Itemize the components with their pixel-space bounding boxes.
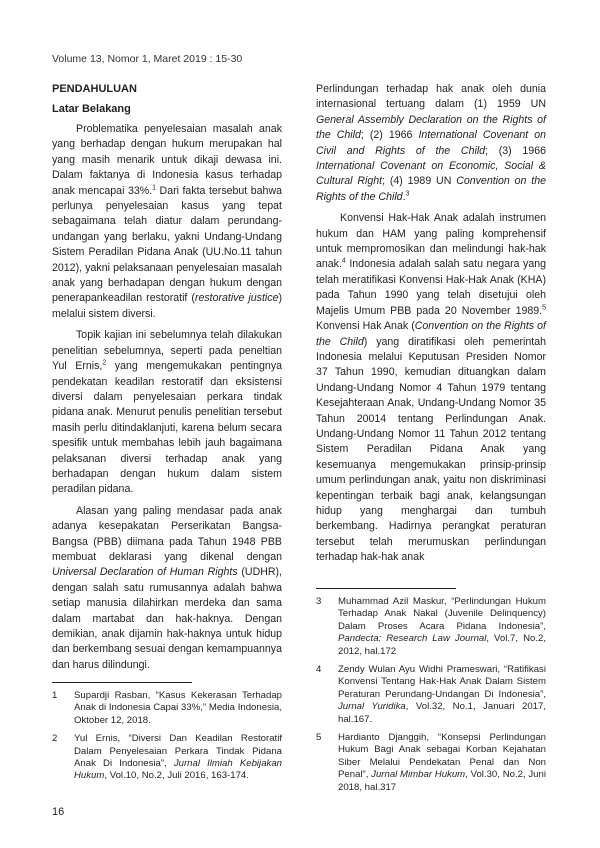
paragraph-konvensi: Konvensi Hak-Hak Anak adalah instrumen hukum dan HAM yang paling komprehensif untuk mempromosikan dan melindungi hak-hak anak.$^4$ Indonesia adalah salah satu negara yang telah meratifikasi Konvensi Hak-Hak Anak (KHA) pada Tahun 1990 yang telah disetujui oleh Majelis Umum PBB pada 20 November 1989.$^5$ Konvensi Hak Anak (Convention on the Rights of the Child) yang diratifikasi oleh pemerintah Indonesia melalui Keputusan Presiden Nomor 37 Tahun 1990, kemudian dituangkan dalam Undang-Undang Nomor 4 Tahun 1979 tentang Kesejahteraan Anak, Undang-Undang Nomor 35 Tahun 20014 tentang Perlindungan Anak. Undang-Undang Nomor 11 Tahun 2012 tentang Sistem Peradilan Pidana Anak yang kesemuanya mengemukakan prinsip-prinsip umum perlindungan anak, yaitu non diskriminasi kepentingan terbaik bagi anak, kelangsungan hidup yang menghargai dan tumbuh berkembang. Hadirnya perangkat peraturan tersebut telah merumuskan perlindungan terhadap hak-hak anak	[316, 212, 547, 564]
paragraph-problematika: Problematika penyelesaian masalah anak yang berhadap dengan hukum merupakan hal yang masih menarik untuk dikaji dewasa ini. Dalam faktanya di Indonesia kasus terhadap anak mencapai 33%.$^1$ Dari fakta tersebut bahwa perlunya penyelesaian kasus yang tepat sebagaimana telah diatur dalam perundang-undangan yang berlaku, yakni Undang-Undang Sistem Peradilan Pidana Anak (UU.No.11 tahun 2012), yakni pelaksanaan penyelesaian masalah anak yang berhadapan dengan hukum dengan penerapankeadilan restoratif (restorative justice) melalui sistem diversi.	[52, 123, 282, 320]
section-title: PENDAHULUAN	[52, 83, 137, 95]
paragraph-alasan: Alasan yang paling mendasar pada anak adanya kesepakatan Perserikatan Bangsa-Bangsa (PBB) diimana pada Tahun 1948 PBB membuat deklarasi yang dikenal dengan Universal Declaration of Human Rights (UDHR), dengan salah satu rumusannya adalah bahwa setiap manusia dilahirkan merdeka dan sama dalam martabat dan hak-haknya. Dengan demikian, anak dijamin hak-haknya untuk hidup dan berkembang sesuai dengan kemampuannya dan harus dilindungi.	[52, 504, 283, 671]
journal-header: Volume 13, Nomor 1, Maret 2019 : 15-30	[52, 53, 243, 65]
paragraph-topik-kajian: Topik kajian ini sebelumnya telah dilakukan penelitian sebelumnya, seperti pada peneltian Yul Ernis,$^2$ yang mengemukakan pentingnya pendekatan keadilan restoratif dan eksistensi diversi dalam penyelesaian perkara tindak pidana anak. Menurut penulis penelitian tersebut masih perlu ditindaklanjuti, karena belum secara spesifik untuk membahas lebih jauh bagaimana pelaksanan diversi terhadap anak yang berhadapan dengan hukum dalam sistem peradilan pidana.	[52, 329, 283, 496]
footnote-ref-2[interactable]: 2	[102, 359, 107, 367]
footnote-5: 5 Hardianto Djanggih, “Konsepsi Perlindungan Hukum Bagi Anak sebagai Korban Kejahatan Siber Melalui Pendekatan Penal dan Non Penal”, Jurnal Mimbar Hukum, Vol.30, No.2, Juni 2018, hal.317	[316, 732, 546, 793]
footnote-ref-3[interactable]: 3	[405, 190, 410, 198]
footnote-ref-1[interactable]: 1	[152, 184, 157, 192]
footnote-1: 1 Supardji Rasban, “Kasus Kekerasan Terhadap Anak di Indonesia Capai 33%,” Media Indonesia, Oktober 12, 2018.	[52, 690, 282, 726]
footnote-ref-5[interactable]: 5	[542, 304, 546, 312]
right-column	[316, 82, 546, 572]
footnote-ref-4[interactable]: 4	[341, 257, 346, 265]
footnote-divider-left	[52, 682, 192, 683]
footnote-3: 3 Muhammad Azil Maskur, “Perlindungan Hukum Terhadap Anak Nakal (Juvenile Delinquency) Dalam Proses Acara Pidana Indonesia”, Pandecta: Research Law Journal, Vol.7, No.2, 2012, hal.172	[316, 596, 546, 657]
page-number: 16	[52, 806, 65, 818]
footnotes-left	[52, 690, 282, 789]
paragraph-perlindungan-internasional: Perlindungan terhadap hak anak oleh dunia internasional tertuang dalam (1) 1959 UN General Assembly Declaration on the Rights of the Child; (2) 1966 International Covenant on Civil and Rights of the Child; (3) 1966 International Covenant on Economic, Social & Cultural Right; (4) 1989 UN Convention on the Rights of the Child.$^3$	[316, 83, 546, 203]
footnote-2: 2 Yul Ernis, “Diversi Dan Keadilan Restoratif Dalam Penyelesaian Perkara Tindak Pidana Anak Di Indonesia”, Jurnal Ilmiah Kebijakan Hukum, Vol.10, No.2, Juli 2016, 163-174.	[52, 733, 282, 782]
footnotes-right	[316, 596, 546, 800]
subsection-title: Latar Belakang	[52, 103, 131, 115]
footnote-4: 4 Zendy Wulan Ayu Widhi Prameswari, “Ratifikasi Konvensi Tentang Hak-Hak Anak Dalam Sistem Peraturan Perundang-Undangan Di Indonesia”, Jurnal Yuridika, Vol.32, No.1, Januari 2017, hal.167.	[316, 664, 546, 725]
footnote-divider-right	[316, 588, 456, 589]
left-column	[52, 82, 282, 679]
